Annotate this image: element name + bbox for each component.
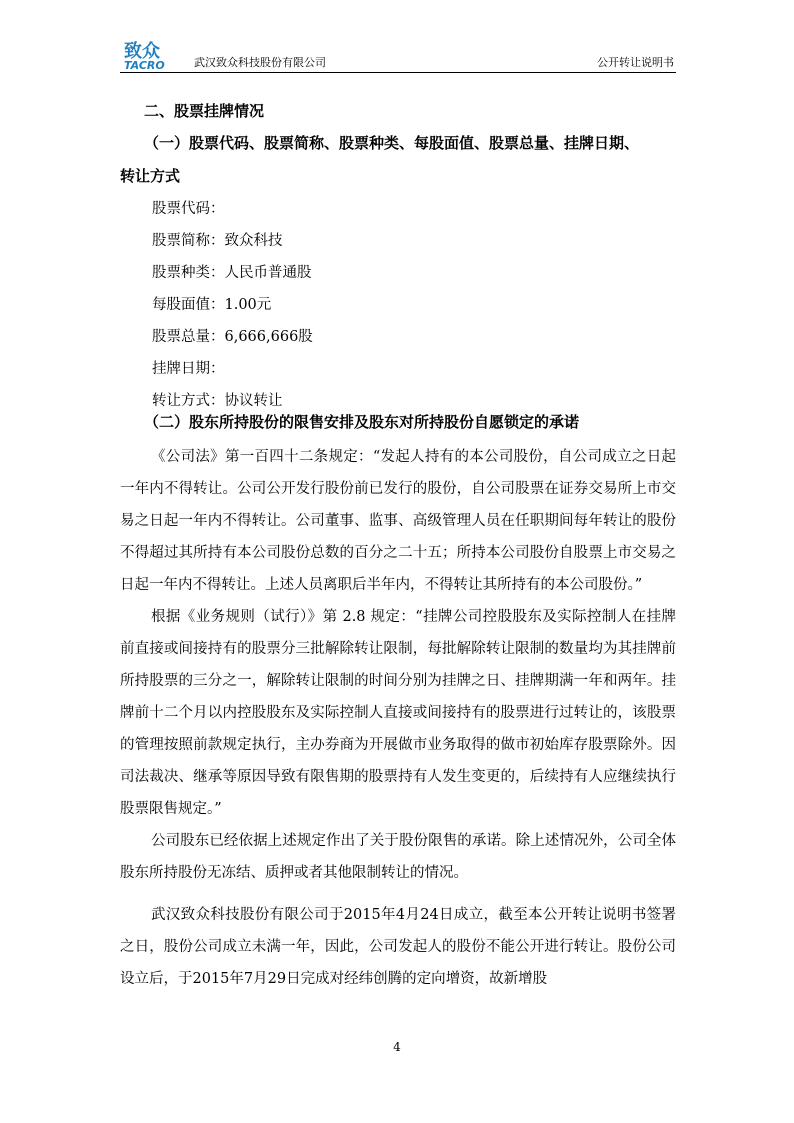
- field-total-shares: 股票总量：6,666,666股: [152, 329, 313, 345]
- field-par-value: 每股面值：1.00元: [152, 297, 272, 313]
- field-stock-type: 股票种类：人民币普通股: [152, 265, 312, 281]
- subsection-1-heading-line2: 转让方式: [120, 167, 181, 185]
- page-header: [120, 38, 676, 73]
- paragraph-company-law: 《公司法》第一百四十二条规定：“发起人持有的本公司股份，自公司成立之日起一年内不得转让。公司公开发行股份前已发行的股份，自公司股票在证券交易所上市交易之日起一年内不得转让。公司董事、监事、高级管理人员在任职期间每年转让的股份不得超过其所持有本公司股份总数的百分之二十五；所持本公司股份自股票上市交易之日起一年内不得转让。上述人员离职后半年内，不得转让其所持有的本公司股份。”: [120, 449, 676, 593]
- field-stock-short-name: 股票简称：致众科技: [152, 233, 283, 249]
- subsection-1-heading-line1: （一）股票代码、股票简称、股票种类、每股面值、股票总量、挂牌日期、: [144, 134, 640, 152]
- page-number: 4: [393, 1040, 401, 1054]
- svg-text:TACRO: TACRO: [124, 59, 165, 70]
- field-stock-code: 股票代码：: [152, 201, 225, 217]
- main-content: [120, 95, 676, 995]
- section-heading: 二、股票挂牌情况: [144, 102, 265, 120]
- header-company-name: 武汉致众科技股份有限公司: [194, 56, 326, 69]
- tacro-logo: [122, 40, 190, 70]
- paragraph-business-rules: 根据《业务规则（试行）》第 2.8 规定：“挂牌公司控股股东及实际控制人在挂牌前直接或间接持有的股票分三批解除转让限制，每批解除转让限制的数量均为其挂牌前所持股票的三分之一，解除转让限制的时间分别为挂牌之日、挂牌期满一年和两年。挂牌前十二个月以内控股股东及实际控制人直接或间接持有的股票进行过转让的，该股票的管理按照前款规定执行，主办券商为开展做市业务取得的做市初始库存股票除外。因司法裁决、继承等原因导致有限售期的股票持有人发生变更的，后续持有人应继续执行股票限售规定。”: [120, 609, 676, 817]
- svg-text:致众: 致众: [124, 41, 160, 62]
- subsection-2-heading: （二）股东所持股份的限售安排及股东对所持股份自愿锁定的承诺: [144, 413, 580, 431]
- field-listing-date: 挂牌日期：: [152, 361, 225, 377]
- paragraph-shareholder-commitment: 公司股东已经依据上述规定作出了关于股份限售的承诺。除上述情况外，公司全体股东所持股份无冻结、质押或者其他限制转让的情况。: [120, 833, 676, 881]
- paragraph-company-establishment: 武汉致众科技股份有限公司于2015年4月24日成立，截至本公开转让说明书签署之日，股份公司成立未满一年，因此，公司发起人的股份不能公开进行转让。股份公司设立后，于2015年7月29日完成对经纬创腾的定向增资，故新增股: [120, 907, 676, 987]
- field-transfer-method: 转让方式：协议转让: [152, 393, 283, 409]
- header-document-title: 公开转让说明书: [597, 56, 674, 69]
